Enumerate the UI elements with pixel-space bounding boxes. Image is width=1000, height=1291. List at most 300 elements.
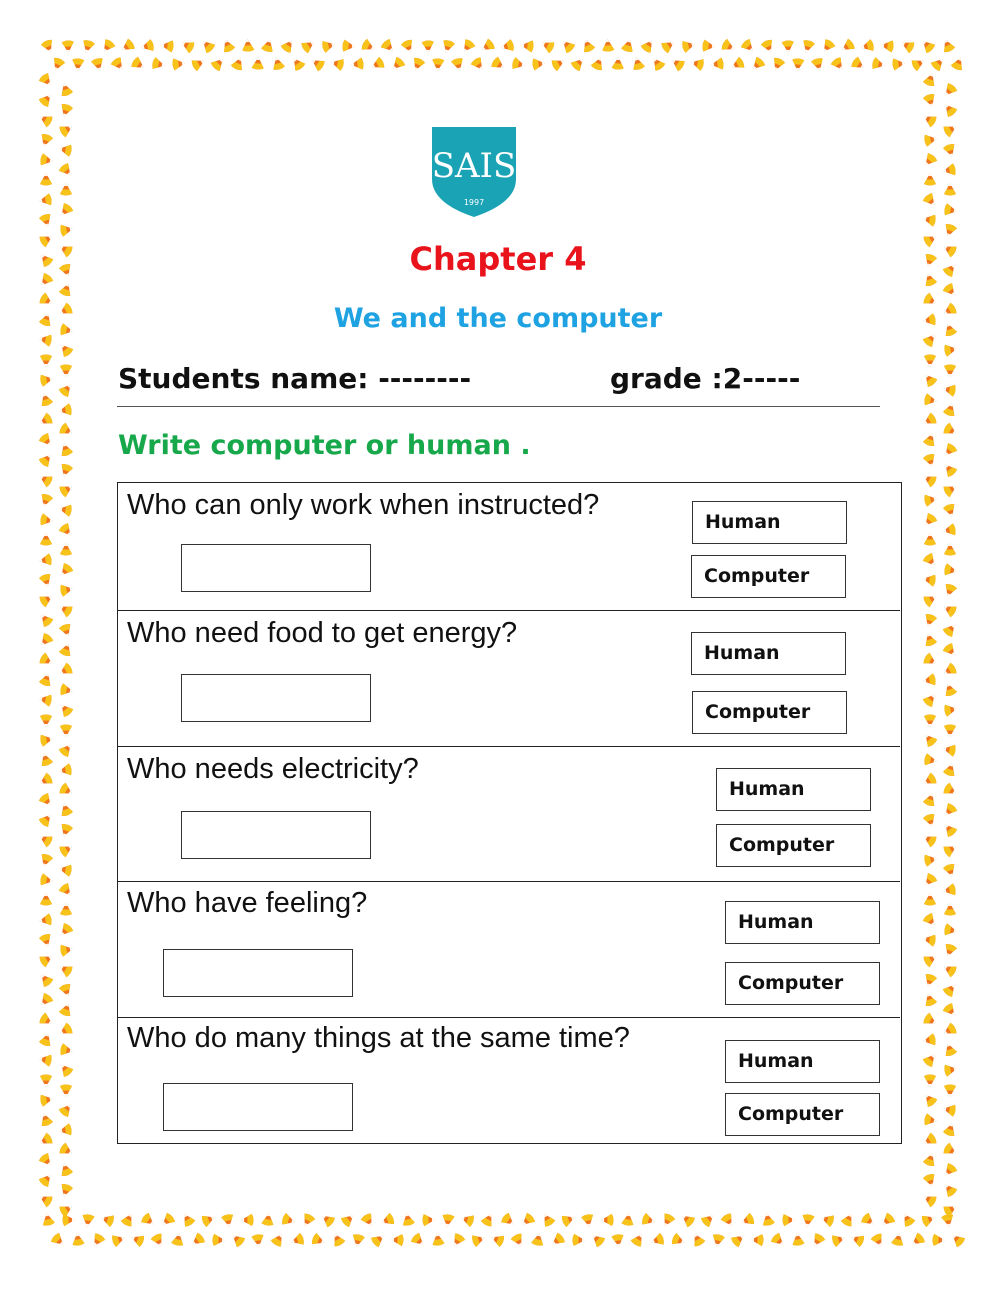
candy-corn-icon — [410, 1232, 427, 1249]
candy-corn-icon — [944, 365, 956, 378]
candy-corn-icon — [58, 463, 74, 479]
candy-corn-icon — [630, 1231, 647, 1248]
candy-corn-icon — [850, 56, 867, 73]
candy-corn-icon — [58, 1201, 75, 1218]
candy-corn-icon — [531, 1232, 545, 1247]
candy-corn-icon — [119, 38, 136, 55]
candy-corn-icon — [40, 513, 54, 527]
candy-corn-icon — [251, 1234, 265, 1248]
candy-corn-icon — [649, 55, 666, 72]
candy-corn-icon — [58, 1123, 72, 1137]
candy-corn-icon — [922, 192, 939, 209]
candy-corn-icon — [229, 1231, 246, 1248]
candy-corn-icon — [360, 38, 376, 54]
candy-corn-icon — [942, 761, 958, 777]
candy-corn-icon — [500, 39, 515, 54]
candy-corn-icon — [922, 991, 938, 1007]
candy-corn-icon — [602, 39, 615, 52]
candy-corn-icon — [879, 1212, 896, 1229]
candy-corn-icon — [801, 1214, 815, 1228]
candy-corn-icon — [199, 37, 216, 54]
candy-corn-icon — [57, 341, 74, 358]
option-human[interactable]: Human — [725, 1040, 880, 1083]
candy-corn-icon — [58, 763, 72, 777]
candy-corn-icon — [500, 1212, 517, 1229]
candy-corn-icon — [669, 55, 686, 72]
candy-corn-icon — [37, 471, 54, 488]
question-text: Who need food to get energy? — [127, 617, 518, 649]
candy-corn-icon — [270, 1231, 287, 1248]
candy-corn-icon — [58, 121, 75, 138]
candy-corn-icon — [440, 39, 455, 54]
candy-corn-icon — [659, 1212, 675, 1229]
candy-corn-icon — [480, 1211, 496, 1228]
candy-corn-icon — [50, 57, 66, 73]
candy-corn-icon — [922, 652, 939, 669]
candy-corn-icon — [922, 951, 939, 968]
candy-corn-icon — [922, 691, 939, 708]
candy-corn-icon — [922, 631, 938, 647]
candy-corn-icon — [924, 1113, 938, 1127]
candy-corn-icon — [941, 1181, 958, 1198]
candy-corn-icon — [942, 163, 956, 177]
candy-corn-icon — [340, 1211, 357, 1228]
candy-corn-icon — [922, 813, 938, 829]
candy-corn-icon — [57, 202, 74, 219]
candy-corn-icon — [720, 38, 736, 54]
candy-corn-icon — [924, 355, 936, 368]
candy-corn-icon — [922, 1033, 936, 1047]
candy-corn-icon — [922, 71, 938, 87]
candy-corn-icon — [942, 943, 958, 959]
candy-corn-icon — [432, 58, 445, 71]
candy-corn-icon — [921, 872, 938, 889]
candy-corn-icon — [38, 1012, 55, 1029]
candy-corn-icon — [38, 951, 55, 968]
candy-corn-icon — [41, 1212, 55, 1227]
candy-corn-icon — [944, 563, 958, 577]
candy-corn-icon — [242, 39, 255, 52]
candy-corn-icon — [38, 1053, 52, 1067]
question-table — [117, 482, 902, 1144]
candy-corn-icon — [949, 1231, 966, 1248]
candy-corn-icon — [921, 1212, 937, 1228]
candy-corn-icon — [459, 1212, 475, 1227]
candy-corn-icon — [924, 133, 938, 147]
candy-corn-icon — [944, 903, 956, 916]
candy-corn-icon — [559, 37, 576, 54]
candy-corn-icon — [942, 621, 959, 638]
candy-corn-icon — [57, 562, 74, 579]
candy-corn-icon — [37, 1191, 54, 1208]
candy-corn-icon — [160, 39, 174, 52]
candy-corn-icon — [380, 38, 397, 55]
candy-corn-icon — [922, 453, 938, 469]
option-human[interactable]: Human — [716, 768, 871, 811]
candy-corn-icon — [621, 38, 636, 53]
candy-corn-icon — [720, 1212, 737, 1229]
candy-corn-icon — [40, 39, 56, 55]
question-text: Who do many things at the same time? — [127, 1022, 630, 1054]
candy-corn-icon — [38, 72, 55, 89]
option-human[interactable]: Human — [691, 632, 846, 675]
candy-corn-icon — [38, 1111, 54, 1127]
candy-corn-icon — [38, 451, 55, 468]
candy-corn-icon — [38, 671, 54, 687]
candy-corn-icon — [57, 601, 74, 618]
candy-corn-icon — [922, 573, 936, 587]
candy-corn-icon — [58, 441, 74, 457]
candy-corn-icon — [550, 56, 566, 72]
candy-corn-icon — [50, 1232, 67, 1249]
candy-corn-icon — [924, 173, 936, 186]
candy-corn-icon — [689, 1231, 705, 1248]
candy-corn-icon — [309, 55, 326, 72]
candy-corn-icon — [140, 39, 155, 54]
candy-corn-icon — [58, 782, 75, 799]
candy-corn-icon — [942, 1041, 958, 1057]
candy-corn-icon — [40, 373, 54, 387]
candy-corn-icon — [220, 37, 236, 53]
candy-corn-icon — [58, 1183, 74, 1199]
header-divider — [117, 406, 880, 407]
candy-corn-icon — [924, 1075, 936, 1088]
question-row — [118, 882, 900, 1018]
question-row — [118, 483, 900, 611]
candy-corn-icon — [922, 613, 938, 629]
candy-corn-icon — [140, 1212, 157, 1229]
candy-corn-icon — [860, 39, 875, 54]
candy-corn-icon — [831, 1232, 847, 1247]
candy-corn-icon — [510, 1232, 526, 1249]
candy-corn-icon — [58, 481, 75, 498]
candy-corn-icon — [924, 753, 938, 767]
candy-corn-icon — [942, 1002, 959, 1019]
candy-corn-icon — [57, 922, 74, 939]
candy-corn-icon — [37, 611, 54, 628]
candy-corn-icon — [179, 1211, 196, 1228]
candy-corn-icon — [892, 57, 906, 70]
candy-corn-icon — [58, 741, 75, 758]
candy-corn-icon — [871, 57, 886, 72]
candy-corn-icon — [431, 1232, 445, 1246]
candy-corn-icon — [58, 1001, 74, 1017]
candy-corn-icon — [924, 393, 938, 407]
candy-corn-icon — [80, 39, 95, 54]
candy-corn-icon — [350, 57, 364, 70]
subtitle: We and the computer — [333, 303, 663, 334]
candy-corn-icon — [922, 673, 936, 687]
candy-corn-icon — [942, 481, 959, 498]
candy-corn-icon — [751, 1234, 764, 1246]
candy-corn-icon — [58, 1161, 74, 1177]
candy-corn-icon — [391, 1234, 404, 1246]
candy-corn-icon — [58, 863, 72, 877]
candy-corn-icon — [151, 57, 166, 72]
candy-corn-icon — [179, 38, 195, 54]
candy-corn-icon — [130, 56, 147, 73]
candy-corn-icon — [58, 623, 74, 639]
candy-corn-icon — [941, 1162, 958, 1179]
candy-corn-icon — [710, 57, 724, 70]
option-computer[interactable]: Computer — [692, 691, 847, 734]
candy-corn-icon — [921, 1091, 938, 1108]
candy-corn-icon — [921, 371, 938, 388]
candy-corn-icon — [311, 1232, 327, 1248]
candy-corn-icon — [58, 422, 75, 439]
candy-corn-icon — [922, 912, 939, 929]
candy-corn-icon — [922, 791, 938, 807]
candy-corn-icon — [690, 56, 705, 71]
candy-corn-icon — [58, 162, 75, 179]
candy-corn-icon — [490, 56, 507, 73]
candy-corn-icon — [57, 662, 74, 679]
candy-corn-icon — [37, 831, 54, 848]
question-text: Who can only work when instructed? — [127, 489, 600, 521]
candy-corn-icon — [410, 57, 426, 73]
answer-drop-box[interactable] — [181, 811, 371, 859]
candy-corn-icon — [58, 143, 72, 157]
grade-field[interactable]: grade :2----- — [610, 362, 801, 395]
candy-corn-icon — [921, 731, 938, 748]
candy-corn-icon — [171, 1232, 185, 1247]
candy-corn-icon — [921, 512, 938, 529]
candy-corn-icon — [58, 522, 75, 539]
candy-corn-icon — [289, 1233, 305, 1248]
candy-corn-icon — [489, 1232, 505, 1248]
candy-corn-icon — [942, 383, 956, 397]
candy-corn-icon — [941, 461, 958, 478]
candy-corn-icon — [99, 1212, 115, 1227]
candy-corn-icon — [159, 1212, 176, 1229]
candy-corn-icon — [860, 1212, 877, 1229]
option-computer[interactable]: Computer — [716, 824, 871, 867]
candy-corn-icon — [72, 58, 85, 71]
candy-corn-icon — [57, 701, 74, 718]
chapter-title: Chapter 4 — [409, 240, 587, 278]
candy-corn-icon — [38, 91, 55, 108]
candy-corn-icon — [921, 471, 938, 488]
candy-corn-icon — [38, 333, 52, 347]
candy-corn-icon — [611, 1234, 625, 1248]
candy-corn-icon — [549, 1232, 566, 1249]
candy-corn-icon — [38, 432, 55, 449]
candy-corn-icon — [922, 1051, 939, 1068]
candy-corn-icon — [922, 1012, 939, 1029]
candy-corn-icon — [681, 38, 696, 53]
candy-corn-icon — [60, 183, 72, 196]
candy-corn-icon — [38, 853, 54, 869]
candy-corn-icon — [38, 933, 54, 949]
candy-corn-icon — [60, 943, 74, 957]
candy-corn-icon — [37, 772, 54, 789]
candy-corn-icon — [944, 183, 956, 196]
candy-corn-icon — [38, 751, 54, 767]
answer-drop-box[interactable] — [181, 674, 371, 722]
answer-drop-box[interactable] — [163, 1083, 353, 1131]
candy-corn-icon — [729, 56, 745, 72]
candy-corn-icon — [38, 133, 54, 149]
candy-corn-icon — [330, 56, 345, 71]
candy-corn-icon — [351, 1233, 365, 1248]
candy-corn-icon — [921, 111, 938, 128]
candy-corn-icon — [944, 343, 958, 357]
candy-corn-icon — [370, 1231, 387, 1248]
candy-corn-icon — [922, 1173, 938, 1189]
school-logo-icon — [428, 123, 520, 219]
candy-corn-icon — [942, 782, 959, 799]
candy-corn-icon — [809, 1232, 826, 1249]
candy-corn-icon — [300, 37, 317, 54]
student-name-field[interactable]: Students name: -------- — [118, 362, 472, 395]
candy-corn-icon — [111, 1232, 127, 1247]
candy-corn-icon — [58, 103, 74, 119]
candy-corn-icon — [539, 38, 555, 54]
candy-corn-icon — [782, 1214, 795, 1226]
candy-corn-icon — [941, 662, 958, 679]
candy-corn-icon — [899, 1211, 916, 1228]
logo-year: 1997 — [463, 198, 485, 207]
candy-corn-icon — [60, 683, 74, 697]
candy-corn-icon — [172, 57, 186, 70]
candy-corn-icon — [942, 681, 958, 697]
candy-corn-icon — [40, 1093, 54, 1107]
candy-corn-icon — [38, 1171, 55, 1188]
candy-corn-icon — [921, 1132, 938, 1149]
candy-corn-icon — [910, 56, 926, 72]
candy-corn-icon — [81, 1214, 95, 1228]
question-row — [118, 747, 900, 882]
candy-corn-icon — [580, 37, 596, 53]
candy-corn-icon — [942, 981, 959, 998]
candy-corn-icon — [110, 56, 127, 73]
candy-corn-icon — [942, 121, 959, 138]
candy-corn-icon — [922, 591, 939, 608]
option-computer[interactable]: Computer — [725, 962, 880, 1005]
candy-corn-icon — [922, 552, 939, 569]
candy-corn-icon — [58, 841, 75, 858]
candy-corn-icon — [37, 992, 54, 1009]
candy-corn-icon — [189, 1232, 206, 1249]
candy-corn-icon — [60, 903, 72, 916]
candy-corn-icon — [38, 693, 52, 707]
candy-corn-icon — [589, 1231, 606, 1248]
candy-corn-icon — [942, 841, 959, 858]
candy-corn-icon — [640, 37, 657, 54]
logo-text: SAIS — [431, 146, 517, 186]
candy-corn-icon — [942, 401, 958, 417]
candy-corn-icon — [38, 591, 55, 608]
candy-corn-icon — [252, 57, 265, 70]
candy-corn-icon — [922, 973, 938, 989]
candy-corn-icon — [730, 1231, 747, 1248]
candy-corn-icon — [400, 39, 416, 55]
option-computer[interactable]: Computer — [725, 1093, 880, 1136]
candy-corn-icon — [800, 39, 815, 54]
candy-corn-icon — [941, 601, 958, 618]
candy-corn-icon — [329, 1231, 345, 1248]
candy-corn-icon — [401, 1212, 415, 1227]
candy-corn-icon — [950, 55, 966, 71]
candy-corn-icon — [58, 641, 74, 657]
candy-corn-icon — [921, 152, 938, 169]
candy-corn-icon — [761, 1212, 775, 1227]
candy-corn-icon — [749, 56, 766, 73]
candy-corn-icon — [792, 58, 805, 71]
candy-corn-icon — [58, 503, 72, 517]
candy-corn-icon — [261, 38, 276, 53]
candy-corn-icon — [38, 652, 55, 669]
candy-corn-icon — [38, 811, 55, 828]
candy-corn-icon — [519, 1212, 536, 1229]
candy-corn-icon — [342, 39, 356, 52]
option-human[interactable]: Human — [692, 501, 847, 544]
candy-corn-icon — [360, 1212, 377, 1229]
candy-corn-icon — [58, 403, 72, 417]
candy-corn-icon — [58, 882, 75, 899]
candy-corn-icon — [679, 1211, 696, 1228]
candy-corn-icon — [922, 1151, 938, 1167]
candy-corn-icon — [942, 863, 958, 879]
candy-corn-icon — [942, 523, 956, 537]
candy-corn-icon — [880, 39, 894, 52]
candy-corn-icon — [40, 715, 52, 728]
candy-corn-icon — [38, 792, 55, 809]
instruction-text: Write computer or human . — [118, 430, 531, 461]
candy-corn-icon — [38, 493, 54, 509]
candy-corn-icon — [921, 412, 938, 429]
candy-corn-icon — [281, 1213, 297, 1228]
candy-corn-icon — [58, 81, 74, 97]
candy-corn-icon — [451, 57, 466, 72]
candy-corn-icon — [532, 57, 546, 70]
candy-corn-icon — [60, 365, 72, 378]
candy-corn-icon — [740, 38, 757, 55]
option-human[interactable]: Human — [725, 901, 880, 944]
candy-corn-icon — [942, 883, 956, 897]
candy-corn-icon — [280, 37, 297, 54]
candy-corn-icon — [570, 55, 587, 72]
candy-corn-icon — [649, 1233, 665, 1248]
candy-corn-icon — [57, 961, 74, 978]
candy-corn-icon — [671, 1232, 687, 1248]
candy-corn-icon — [520, 39, 534, 52]
candy-corn-icon — [201, 1212, 217, 1228]
candy-corn-icon — [941, 961, 958, 978]
answer-drop-box[interactable] — [163, 949, 353, 997]
candy-corn-icon — [62, 40, 75, 53]
candy-corn-icon — [944, 923, 958, 937]
candy-corn-icon — [791, 1232, 805, 1246]
candy-corn-icon — [210, 55, 227, 72]
candy-corn-icon — [91, 57, 106, 72]
candy-corn-icon — [660, 37, 677, 54]
candy-corn-icon — [940, 37, 956, 53]
candy-corn-icon — [389, 56, 406, 73]
candy-corn-icon — [811, 57, 826, 72]
candy-corn-icon — [58, 801, 74, 817]
candy-corn-icon — [942, 503, 958, 519]
candy-corn-icon — [830, 56, 847, 73]
answer-drop-box[interactable] — [181, 544, 371, 592]
candy-corn-icon — [849, 1232, 865, 1248]
candy-corn-icon — [840, 1211, 856, 1228]
candy-corn-icon — [922, 213, 936, 227]
candy-corn-icon — [57, 1061, 74, 1078]
candy-corn-icon — [190, 56, 206, 72]
candy-corn-icon — [38, 1031, 54, 1047]
option-computer[interactable]: Computer — [691, 555, 846, 598]
